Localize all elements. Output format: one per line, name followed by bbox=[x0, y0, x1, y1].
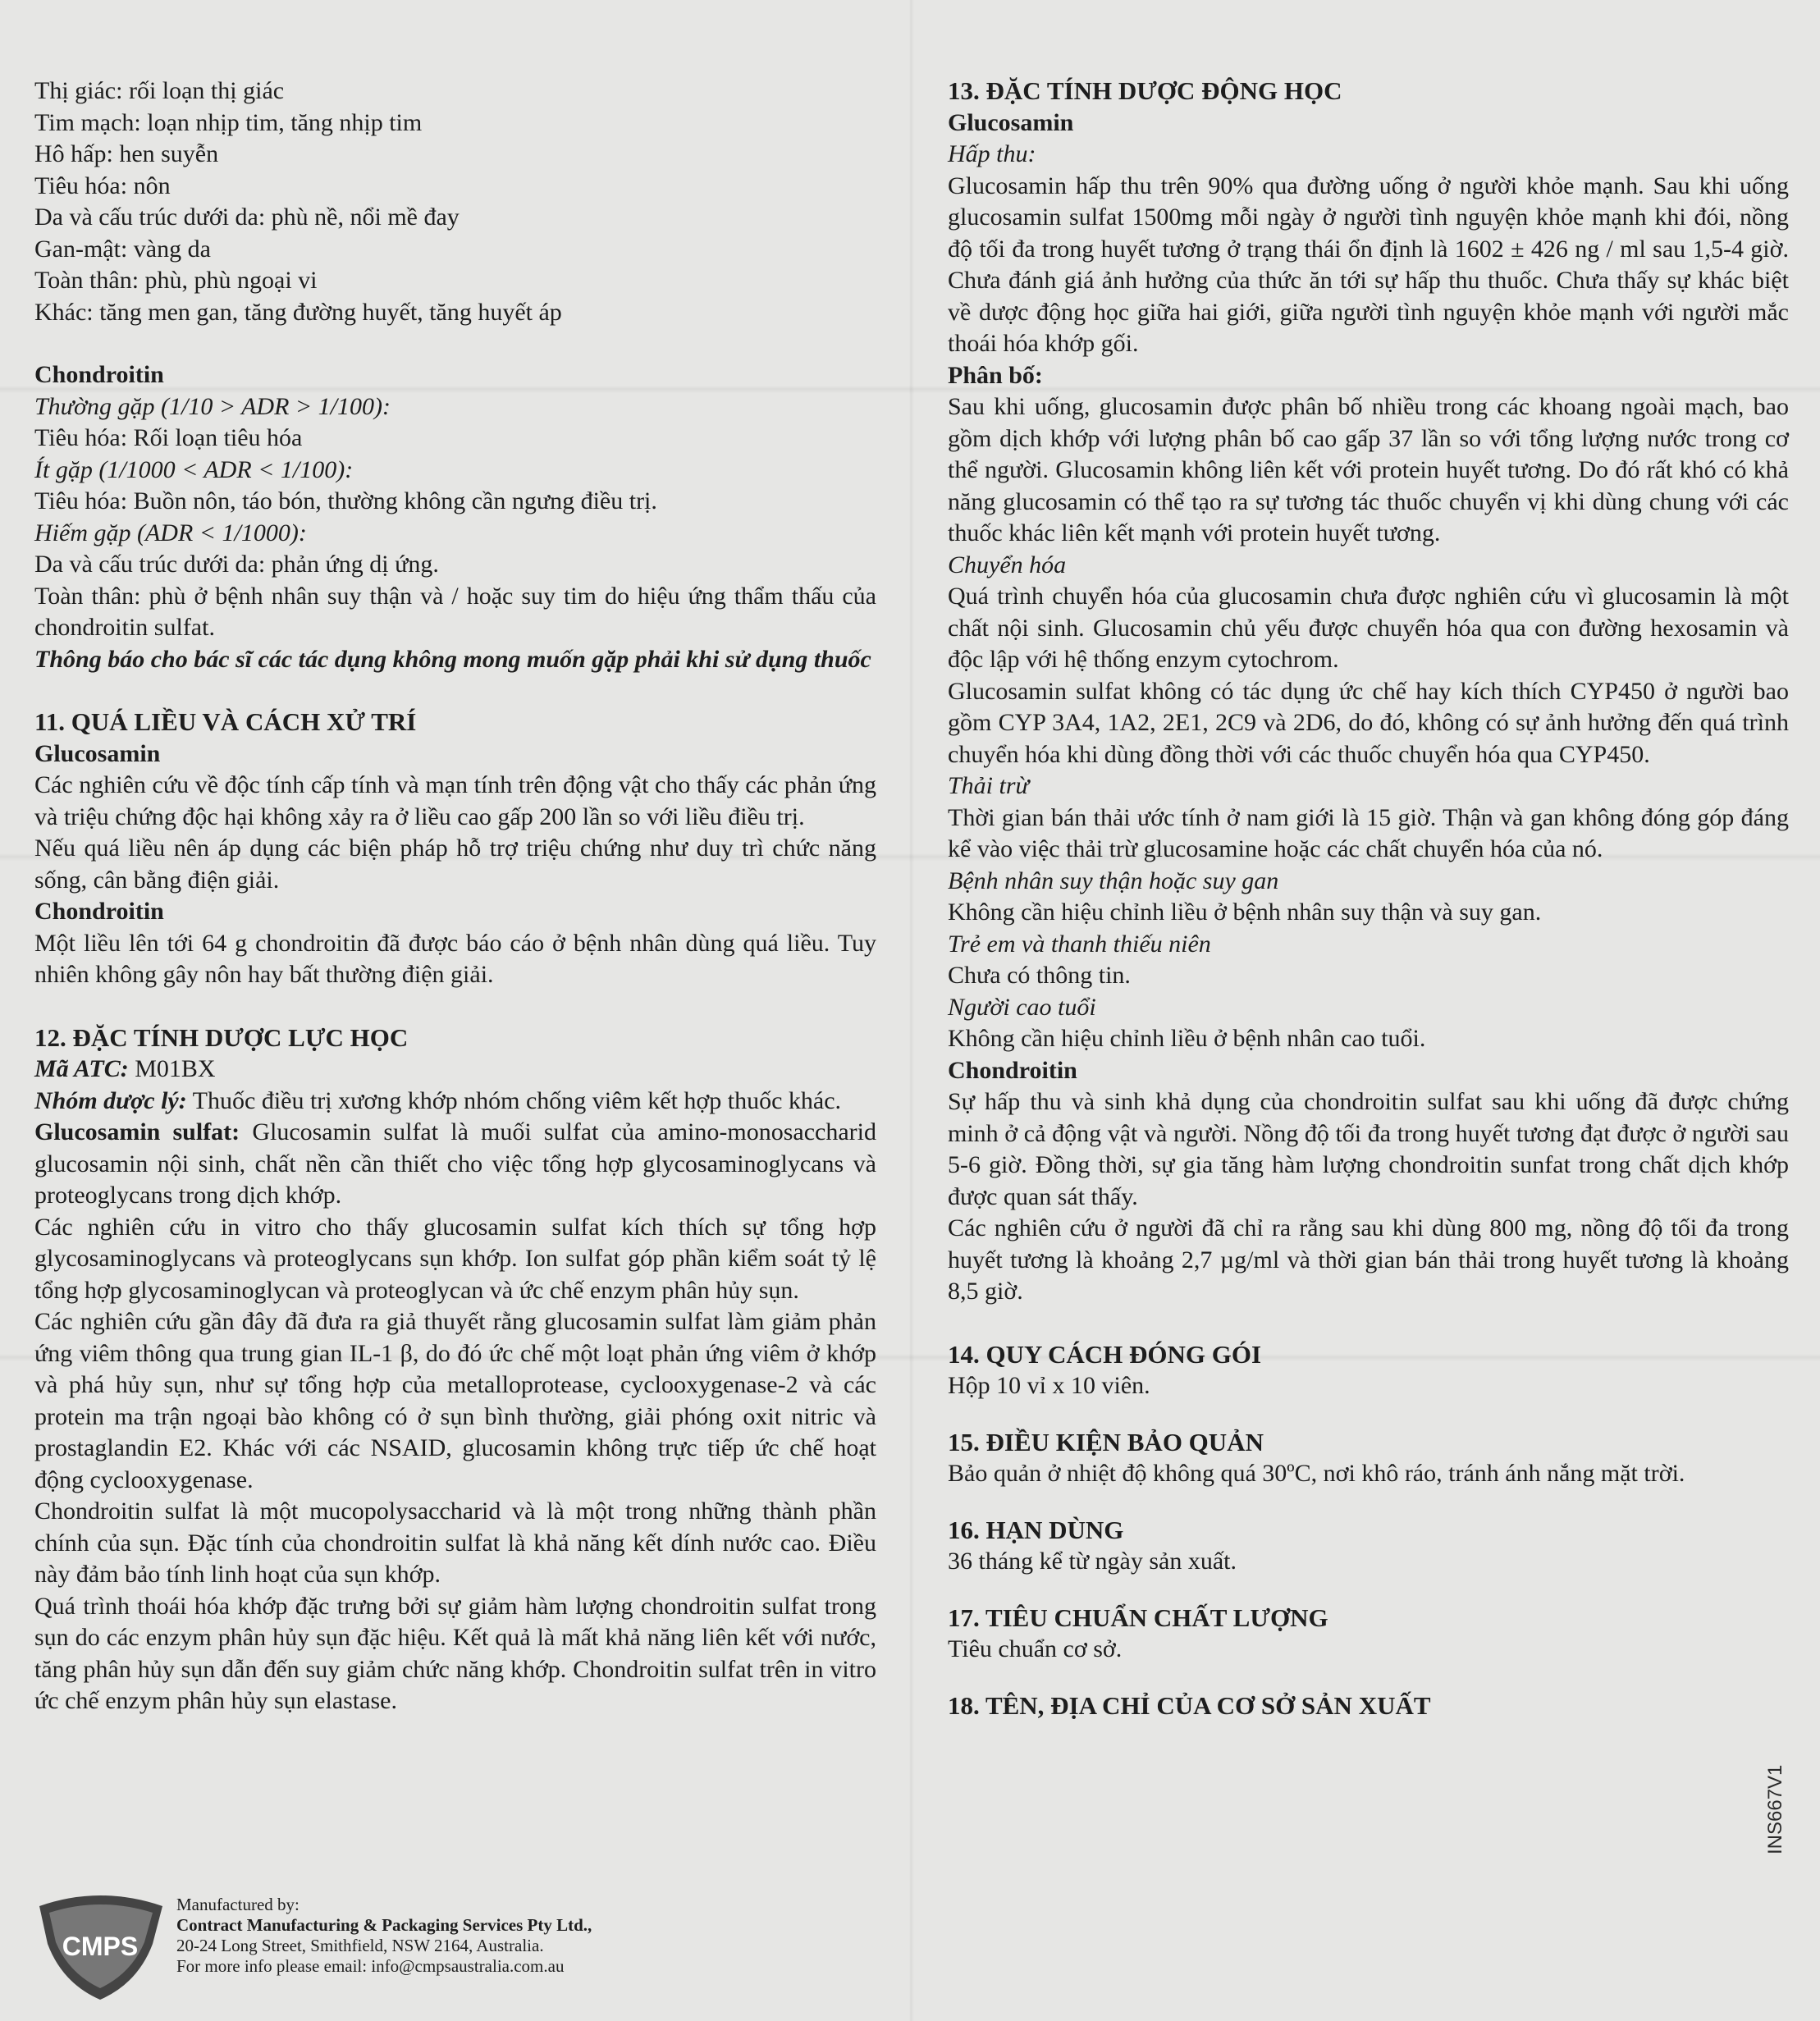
renal-hepatic-text: Không cần hiệu chỉnh liều ở bệnh nhân suy thận và suy gan. bbox=[948, 898, 1542, 926]
pk-chondroitin-heading: Chondroitin bbox=[948, 1056, 1077, 1084]
overdose-glucosamin-heading: Glucosamin bbox=[34, 739, 161, 767]
atc-code-label: Mã ATC: bbox=[34, 1055, 129, 1082]
rare-effect-text: Da và cấu trúc dưới da: phản ứng dị ứng. bbox=[34, 551, 439, 578]
pharmacologic-group-text: Thuốc điều trị xương khớp nhóm chống viêm kết hợp thuốc khác. bbox=[186, 1086, 842, 1114]
absorption-paragraph: Glucosamin hấp thu trên 90% qua đường uống ở người khỏe mạnh. Sau khi uống glucosamin sulfat 1500mg mỗi ngày ở người tình nguyện khỏe mạnh khi đói, nồng độ tối đa trong huyết tương ở trạng thái ổn định là 1602 ± 426 ng / ml sau 1,5-4 giờ. Chưa đánh giá ảnh hưởng của thức ăn tới sự hấp thu thuốc. Chưa thấy sự khác biệt về dược động học giữa hai giới, giữa người tình nguyện khỏe mạnh với người mắc thoái hóa khớp gối. bbox=[948, 171, 1789, 357]
pk-chondroitin-paragraph: Các nghiên cứu ở người đã chỉ ra rằng sau khi dùng 800 mg, nồng độ tối đa trong huyết tương là khoảng 2,7 µg/ml và thời gian bán thải trong huyết tương là khoảng 8,5 giờ. bbox=[948, 1214, 1789, 1305]
chondroitin-adverse-heading: Chondroitin bbox=[34, 361, 164, 388]
left-column bbox=[34, 75, 876, 1717]
metabolism-paragraph: Glucosamin sulfat không có tác dụng ức chế hay kích thích CYP450 ở người bao gồm CYP 3A4, 1A2, 2E1, 2C9 và 2D6, do đó, không có sự ảnh hưởng đến quá trình chuyển hóa khi dùng đồng thời với các thuốc chuyển hóa qua CYP450. bbox=[948, 677, 1789, 768]
overdose-glucosamin-paragraph: Các nghiên cứu về độc tính cấp tính và mạn tính trên động vật cho thấy các phản ứng và triệu chứng độc hại không xảy ra ở liều cao gấp 200 lần so với liều điều trị. bbox=[34, 771, 876, 830]
overdose-glucosamin-paragraph: Nếu quá liều nên áp dụng các biện pháp hỗ trợ triệu chứng như duy trì chức năng sống, cân bằng điện giải. bbox=[34, 834, 876, 894]
shelf-life-text: 36 tháng kể từ ngày sản xuất. bbox=[948, 1548, 1237, 1575]
manufacturer-info bbox=[176, 1895, 592, 1977]
uncommon-frequency-label: Ít gặp (1/1000 < ADR < 1/100): bbox=[34, 455, 354, 483]
list-item: Tiêu hóa: nôn bbox=[34, 171, 171, 199]
elderly-text: Không cần hiệu chỉnh liều ở bệnh nhân cao tuổi. bbox=[948, 1025, 1426, 1052]
overdose-chondroitin-heading: Chondroitin bbox=[34, 898, 164, 925]
pk-glucosamin-heading: Glucosamin bbox=[948, 108, 1074, 136]
right-column bbox=[948, 75, 1789, 1722]
glucosamin-sulfat-label: Glucosamin sulfat: bbox=[34, 1118, 240, 1145]
common-effect-text: Tiêu hóa: Rối loạn tiêu hóa bbox=[34, 424, 303, 451]
rare-frequency-label: Hiếm gặp (ADR < 1/1000): bbox=[34, 519, 307, 546]
manufacturer-footer bbox=[33, 1891, 935, 2006]
manufacturer-name: Contract Manufacturing & Packaging Services Pty Ltd., bbox=[176, 1915, 592, 1935]
pharmacodynamics-paragraph: Các nghiên cứu in vitro cho thấy glucosamin sulfat kích thích sự tổng hợp glycosaminoglycans và proteoglycans sụn khớp. Ion sulfat góp phần kiểm soát tỷ lệ tổng hợp glycosaminoglycan và proteoglycan và ức chế enzym phân hủy sụn. bbox=[34, 1213, 876, 1304]
section-16-title: 16. HẠN DÙNG bbox=[948, 1515, 1124, 1544]
renal-hepatic-label: Bệnh nhân suy thận hoặc suy gan bbox=[948, 866, 1279, 894]
elimination-paragraph: Thời gian bán thải ước tính ở nam giới là 15 giờ. Thận và gan không đóng góp đáng kể vào việc thải trừ glucosamine hoặc các chất chuyển hóa của nó. bbox=[948, 803, 1789, 862]
absorption-label: Hấp thu: bbox=[948, 140, 1036, 167]
list-item: Khác: tăng men gan, tăng đường huyết, tăng huyết áp bbox=[34, 298, 562, 326]
pharmacodynamics-paragraph: Quá trình thoái hóa khớp đặc trưng bởi sự giảm hàm lượng chondroitin sulfat trong sụn do các enzym phân hủy sụn đặc hiệu. Kết quả là mất khả năng liên kết với nước, tăng phân hủy sụn dẫn đến suy giảm chức năng khớp. Chondroitin sulfat trên in vitro ức chế enzym phân hủy sụn elastase. bbox=[34, 1592, 876, 1714]
glucosamin-sulfat-paragraph bbox=[34, 1117, 876, 1212]
adverse-effects-glucosamin-list bbox=[34, 75, 876, 328]
manufacturer-address: 20-24 Long Street, Smithfield, NSW 2164, Australia. bbox=[176, 1936, 544, 1955]
metabolism-paragraph: Quá trình chuyển hóa của glucosamin chưa được nghiên cứu vì glucosamin là một chất nội sinh. Glucosamin chủ yếu được chuyển hóa qua con đường hexosamin và độc lập với hệ thống enzym cytochrom. bbox=[948, 583, 1789, 673]
manufacturer-label: Manufactured by: bbox=[176, 1895, 300, 1914]
list-item: Toàn thân: phù, phù ngoại vi bbox=[34, 267, 318, 294]
cmps-logo-text: CMPS bbox=[62, 1932, 139, 1961]
atc-code-line bbox=[34, 1054, 876, 1086]
distribution-paragraph: Sau khi uống, glucosamin được phân bố nhiều trong các khoang ngoài mạch, bao gồm dịch khớp với lượng phân bố cao gấp 37 lần so với tổng lượng nước trong cơ thể người. Glucosamin không liên kết với protein huyết tương. Do đó rất khó có khả năng glucosamin có thể tạo ra sự tương tác thuốc chuyển vị khi dùng chung với các thuốc khác liên kết mạnh với protein huyết tương. bbox=[948, 393, 1789, 546]
pharmacologic-group-label: Nhóm dược lý: bbox=[34, 1086, 187, 1114]
uncommon-effect-text: Tiêu hóa: Buồn nôn, táo bón, thường không cần ngưng điều trị. bbox=[34, 487, 657, 514]
elderly-label: Người cao tuổi bbox=[948, 993, 1096, 1021]
storage-text: Bảo quản ở nhiệt độ không quá 30ºC, nơi khô ráo, tránh ánh nắng mặt trời. bbox=[948, 1460, 1685, 1487]
adverse-notice: Thông báo cho bác sĩ các tác dụng không mong muốn gặp phải khi sử dụng thuốc bbox=[34, 645, 871, 673]
section-15-title: 15. ĐIỀU KIỆN BẢO QUẢN bbox=[948, 1427, 1264, 1456]
manufacturer-email: For more info please email: info@cmpsaustralia.com.au bbox=[176, 1956, 565, 1976]
section-14-title: 14. QUY CÁCH ĐÓNG GÓI bbox=[948, 1339, 1262, 1369]
pharmacodynamics-paragraph: Các nghiên cứu gần đây đã đưa ra giả thuyết rằng glucosamin sulfat làm giảm phản ứng viêm thông qua trung gian IL-1 β, do đó ức chế một loạt phản ứng viêm ở khớp và phá hủy sụn, như sự tổng hợp của metalloprotease, cyclooxygenase-2 và các protein ma trận ngoại bào không có ở sụn bình thường, giải phóng oxit nitric và prostaglandin E2. Khác với các NSAID, glucosamin không trực tiếp ức chế hoạt động cyclooxygenase. bbox=[34, 1308, 876, 1493]
list-item: Thị giác: rối loạn thị giác bbox=[34, 77, 285, 104]
document-code: INS667V1 bbox=[1764, 1764, 1786, 1854]
atc-code-value: M01BX bbox=[128, 1055, 216, 1082]
section-11-title: 11. QUÁ LIỀU VÀ CÁCH XỬ TRÍ bbox=[34, 707, 417, 736]
list-item: Da và cấu trúc dưới da: phù nề, nổi mề đay bbox=[34, 203, 460, 231]
section-12-title: 12. ĐẶC TÍNH DƯỢC LỰC HỌC bbox=[34, 1022, 409, 1052]
section-13-title: 13. ĐẶC TÍNH DƯỢC ĐỘNG HỌC bbox=[948, 76, 1342, 105]
overdose-chondroitin-paragraph: Một liều lên tới 64 g chondroitin đã được báo cáo ở bệnh nhân dùng quá liều. Tuy nhiên không gây nôn hay bất thường điện giải. bbox=[34, 929, 876, 988]
common-frequency-label: Thường gặp (1/10 > ADR > 1/100): bbox=[34, 392, 391, 420]
cmps-logo bbox=[33, 1891, 168, 2002]
distribution-label: Phân bố: bbox=[948, 361, 1043, 389]
list-item: Gan-mật: vàng da bbox=[34, 235, 211, 263]
children-label: Trẻ em và thanh thiếu niên bbox=[948, 930, 1211, 958]
elimination-label: Thải trừ bbox=[948, 772, 1029, 799]
pharmacodynamics-paragraph: Chondroitin sulfat là một mucopolysaccharid và là một trong những thành phần chính của sụn. Đặc tính của chondroitin sulfat là khả năng kết dính nước cao. Điều này đảm bảo tính linh hoạt của sụn khớp. bbox=[34, 1497, 876, 1588]
pk-chondroitin-paragraph: Sự hấp thu và sinh khả dụng của chondroitin sulfat sau khi uống đã được chứng minh ở cả động vật và người. Nồng độ tối đa trong huyết tương đạt được ở người sau 5-6 giờ. Đồng thời, sự gia tăng hàm lượng chondroitin sunfat trong chất dịch khớp được quan sát thấy. bbox=[948, 1088, 1789, 1210]
glucosamin-sulfat-text: Glucosamin sulfat là muối sulfat của amino-monosaccharid glucosamin nội sinh, chất nền cần thiết cho việc tổng hợp glycosaminoglycans và proteoglycans trong dịch khớp. bbox=[34, 1118, 876, 1209]
list-item: Tim mạch: loạn nhịp tim, tăng nhịp tim bbox=[34, 108, 423, 136]
section-18-title: 18. TÊN, ĐỊA CHỈ CỦA CƠ SỞ SẢN XUẤT bbox=[948, 1690, 1431, 1720]
list-item: Hô hấp: hen suyễn bbox=[34, 140, 219, 167]
children-text: Chưa có thông tin. bbox=[948, 962, 1131, 989]
packaging-text: Hộp 10 vỉ x 10 viên. bbox=[948, 1372, 1150, 1399]
metabolism-label: Chuyển hóa bbox=[948, 551, 1067, 578]
pharmacologic-group-line bbox=[34, 1086, 876, 1118]
quality-standard-text: Tiêu chuẩn cơ sở. bbox=[948, 1635, 1123, 1662]
section-17-title: 17. TIÊU CHUẨN CHẤT LƯỢNG bbox=[948, 1603, 1328, 1632]
rare-effect-text: Toàn thân: phù ở bệnh nhân suy thận và / hoặc suy tim do hiệu ứng thẩm thấu của chondroitin sulfat. bbox=[34, 582, 876, 641]
